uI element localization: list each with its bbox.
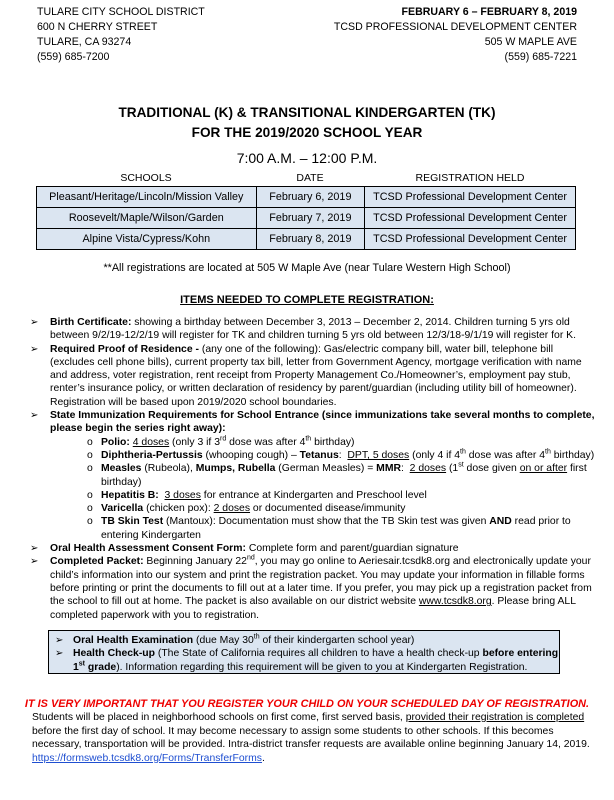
- location-cell: TCSD Professional Development Center: [365, 208, 576, 229]
- arrow-bullet-icon: ➢: [55, 648, 64, 660]
- arrow-bullet-icon: ➢: [30, 543, 39, 555]
- table-row: [37, 229, 576, 250]
- district-street: 600 N CHERRY STREET: [37, 21, 158, 33]
- school-cell: Roosevelt/Maple/Wilson/Garden: [37, 208, 257, 229]
- time-range: 7:00 A.M. – 12:00 P.M.: [236, 150, 378, 166]
- event-street: 505 W MAPLE AVE: [484, 36, 577, 48]
- list-item-birth-certificate: [26, 316, 598, 343]
- event-phone: (559) 685-7221: [504, 51, 577, 63]
- circle-bullet-icon: o: [87, 449, 93, 461]
- header-schools: SCHOOLS: [120, 172, 172, 184]
- location-cell: TCSD Professional Development Center: [365, 187, 576, 208]
- title-line1: TRADITIONAL (K) & TRANSITIONAL KINDERGARTEN (TK): [118, 105, 496, 120]
- event-location: TCSD PROFESSIONAL DEVELOPMENT CENTER: [333, 21, 577, 33]
- title-block: [0, 103, 614, 169]
- list-item-immunizations: [26, 409, 598, 436]
- letterhead: [37, 5, 577, 65]
- district-name: TULARE CITY SCHOOL DISTRICT: [37, 6, 205, 18]
- immunization-varicella: o Varicella (chicken pox): 2 doses or documented disease/immunity: [87, 503, 406, 515]
- event-address: [334, 5, 577, 65]
- location-cell: TCSD Professional Development Center: [365, 229, 576, 250]
- item-label: Birth Certificate:: [50, 317, 132, 328]
- circle-bullet-icon: o: [87, 489, 93, 501]
- item-text: (any one of the following): Gas/electric company bill, water bill, telephone bill (excludes cell phone bills), current property tax bill, letter from Government Agency, mortgage verification with name and address, voter registration, rent receipt from Property Management Co./Homeowner’s, employment pay stub, renter’s insurance policy, or written declaration of residency by parent/guardian (including utility bill of homeowner). Registration will be based upon 2019/2020 school boundaries.: [50, 343, 582, 408]
- district-address: [37, 5, 205, 65]
- requirements-list: [26, 316, 598, 622]
- event-dates: FEBRUARY 6 – FEBRUARY 8, 2019: [401, 6, 577, 18]
- arrow-bullet-icon: ➢: [30, 343, 39, 355]
- health-requirements-box: [48, 630, 560, 674]
- date-cell: February 6, 2019: [256, 187, 365, 208]
- immunization-hepatitis-b: o Hepatitis B: 3 doses for entrance at Kindergarten and Preschool level: [87, 489, 427, 501]
- list-item-residence: [26, 343, 598, 409]
- closing-paragraph: Students will be placed in neighborhood schools on first come, first served basis, provided their registration is completed before the first day of school. It may become necessary to assign some students to other schools. If this becomes necessary, transportation will be provided. Intra-district transfer requests are available online beginning January 14, 2019. https://formsweb.tcsdk8.org/Forms/TransferForms.: [32, 712, 590, 764]
- header-registration: REGISTRATION HELD: [415, 172, 525, 184]
- important-notice: IT IS VERY IMPORTANT THAT YOU REGISTER YOUR CHILD ON YOUR SCHEDULED DAY OF REGISTRATION.: [24, 698, 590, 710]
- schedule-grid: [36, 186, 576, 250]
- location-note: **All registrations are located at 505 W Maple Ave (near Tulare Western High School): [103, 262, 511, 274]
- immunization-mmr: o Measles (Rubeola), Mumps, Rubella (German Measles) = MMR: 2 doses (1st dose given on or after first birthday): [87, 461, 587, 488]
- list-item-completed-packet: ➢ Completed Packet: Beginning January 22nd, you may go online to Aeriesair.tcsdk8.org and electronically update your child’s information into our system and print the registration packet. You may update your information in fillable forms before printing or print the documents to fill out at a later time. If you prefer, you may pick up a registration packet from the school to fill out at home. The packet is also available on our district website www.tcsdk8.org. Please bring ALL completed paperwork with you to registration.: [30, 554, 592, 621]
- title-line2: FOR THE 2019/2020 SCHOOL YEAR: [191, 125, 423, 140]
- school-cell: Pleasant/Heritage/Lincoln/Mission Valley: [37, 187, 257, 208]
- arrow-bullet-icon: ➢: [30, 317, 39, 328]
- table-row: [37, 208, 576, 229]
- district-phone: (559) 685-7200: [37, 51, 110, 63]
- district-city: TULARE, CA 93274: [37, 36, 132, 48]
- circle-bullet-icon: o: [87, 436, 93, 448]
- item-text: showing a birthday between December 3, 2013 – December 2, 2014. Children turning 5 yrs old between 9/2/19-12/2/19 will register for TK and children turning 5 yrs old between 12/3/18-9/1/19 will register for K.: [50, 317, 576, 342]
- circle-bullet-icon: o: [87, 516, 93, 528]
- circle-bullet-icon: o: [87, 503, 93, 515]
- schedule-header: [36, 172, 576, 185]
- immunization-polio: o Polio: 4 doses (only 3 if 3rd dose was after 4th birthday): [87, 435, 355, 448]
- school-cell: Alpine Vista/Cypress/Kohn: [37, 229, 257, 250]
- arrow-bullet-icon: ➢: [55, 635, 64, 646]
- district-website-link[interactable]: www.tcsdk8.org: [418, 596, 492, 608]
- circle-bullet-icon: o: [87, 463, 93, 475]
- date-cell: February 7, 2019: [256, 208, 365, 229]
- arrow-bullet-icon: ➢: [30, 556, 39, 568]
- list-item-health-checkup: ➢ Health Check-up (The State of California requires all children to have a health check-up before entering 1st grade). Information regarding this requirement will be given to you at Kindergarten Registration.: [55, 648, 559, 673]
- transfer-forms-link[interactable]: https://formsweb.tcsdk8.org/Forms/TransferForms: [32, 752, 262, 764]
- immunization-tb-test: o TB Skin Test (Mantoux): Documentation must show that the TB Skin test was given AND read prior to entering Kindergarten: [87, 516, 571, 541]
- items-heading: ITEMS NEEDED TO COMPLETE REGISTRATION:: [180, 294, 434, 306]
- immunization-dtp: o Diphtheria-Pertussis (whooping cough) – Tetanus: DPT, 5 doses (only 4 if 4th dose was after 4th birthday): [87, 448, 595, 461]
- arrow-bullet-icon: ➢: [30, 410, 39, 422]
- list-item-oral-health-form: ➢ Oral Health Assessment Consent Form: Complete form and parent/guardian signature: [30, 543, 459, 555]
- table-row: [37, 187, 576, 208]
- header-date: DATE: [296, 172, 324, 184]
- date-cell: February 8, 2019: [256, 229, 365, 250]
- schedule-table: [36, 172, 576, 250]
- list-item-oral-health-exam: ➢ Oral Health Examination (due May 30th of their kindergarten school year): [55, 633, 415, 646]
- item-label: State Immunization Requirements for School Entrance (since immunizations take several months to complete, please begin the series right away):: [50, 410, 595, 435]
- item-label: Required Proof of Residence -: [50, 343, 199, 355]
